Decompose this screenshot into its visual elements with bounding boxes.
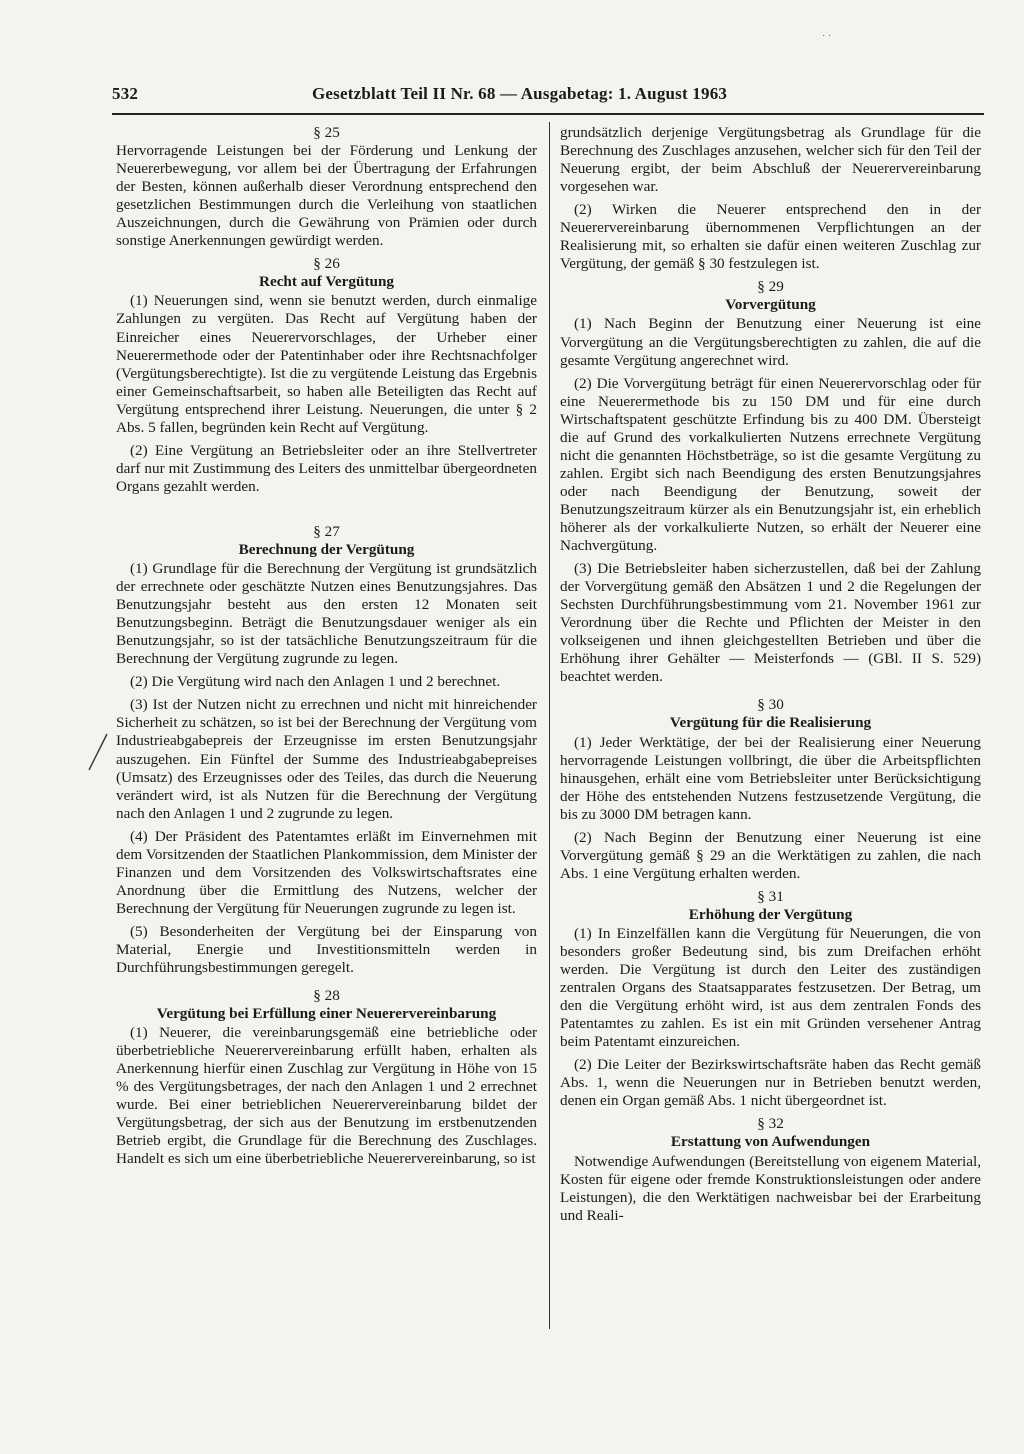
section-heading-28: Vergütung bei Erfüllung einer Neuerervereinbarung bbox=[156, 1005, 497, 1023]
right-column bbox=[560, 124, 981, 1230]
section-heading-29: Vorvergütung bbox=[725, 296, 816, 314]
header-rule bbox=[112, 113, 984, 115]
paragraph: Hervorragende Leistungen bei der Förderung und Lenkung der Neuererbewegung, vor allem bei der Übertragung der Erfahrungen der Besten, können außerhalb dieser Verordnung entsprechend den gesetzlichen Bestimmungen durch die Verleihung von staatlichen Auszeichnungen, durch die Gewährung von Prämien oder durch sonstige Anerkennungen gewürdigt werden. bbox=[116, 142, 537, 250]
section-number-25: § 25 bbox=[313, 124, 340, 141]
left-column bbox=[116, 124, 537, 1174]
section-number-27: § 27 bbox=[313, 522, 340, 540]
paragraph: (5) Besonderheiten der Vergütung bei der Einsparung von Material, Energie und Investitionsmitteln werden in Durchführungsbestimmungen geregelt. bbox=[116, 922, 537, 977]
column-divider bbox=[549, 122, 550, 1329]
paragraph: (2) Die Vorvergütung beträgt für einen Neuerervorschlag oder für eine Neuerermethode bis zu 150 DM und für eine durch Wirtschaftspatent geschützte Erfindung bis zu 400 DM. Übersteigt die auf Grund des vorkalkulierten Nutzens errechnete Vergütung nicht die genannten Höchstbeträge, so ist die gesamte Vergütung zu zahlen. Ergibt sich nach Beendigung des ersten Benutzungsjahres oder nach Beendigung der Benutzung, soweit der Benutzungszeitraum kürzer als ein Benutzungsjahr ist, ein erheblich höherer als der vorkalkulierte Nutzen, so erhält der Neuerer eine Nachvergütung. bbox=[560, 374, 981, 555]
paragraph: (3) Ist der Nutzen nicht zu errechnen und nicht mit hinreichender Sicherheit zu schätzen, so ist bei der Berechnung der Vergütung vom Industrieabgabepreis der Erzeugnisse im ersten Benutzungsjahr auszugehen. Ein Fünftel der Summe des Industrieabgabepreises (Umsatz) des Erzeugnisses oder des Teiles, das durch die Neuerung verändert wird, ist als Nutzen für die Berechnung der Vergütung nach den Anlagen 1 und 2 zugrunde zu legen. bbox=[116, 696, 537, 822]
paragraph-continued: grundsätzlich derjenige Vergütungsbetrag als Grundlage für die Berechnung des Zuschlages anzusehen, welcher sich für den Teil der Neuerung ergibt, der beim Abschluß der Neuerervereinbarung vorgesehen war. bbox=[560, 124, 981, 196]
paragraph: (2) Nach Beginn der Benutzung einer Neuerung ist eine Vorvergütung gemäß § 29 an die Werktätigen zu zahlen, die nach Abs. 1 eine Vergütung erhalten werden. bbox=[560, 828, 981, 882]
section-heading-31: Erhöhung der Vergütung bbox=[688, 905, 853, 923]
paragraph: (1) Neuerungen sind, wenn sie benutzt werden, durch einmalige Zahlungen zu vergüten. Das Recht auf Vergütung haben der Einreicher eines Neuerervorschlages, der Urheber einer Neuerermethode oder der Patentinhaber oder ihre Rechtsnachfolger (Vergütungsberechtigte). Ist die zu vergütende Leistung das Ergebnis einer Gemeinschaftsarbeit, so haben alle Beteiligten das Recht auf Vergütung entsprechend ihrer Leistung. Neuerungen, die unter § 2 Abs. 5 fallen, begründen kein Recht auf Vergütung. bbox=[116, 292, 537, 436]
section-number-30: § 30 bbox=[757, 696, 784, 714]
paragraph: (4) Der Präsident des Patentamtes erläßt im Einvernehmen mit dem Vorsitzenden der Staatlichen Plankommission, dem Minister der Finanzen und dem Vorsitzenden des Volkswirtschaftsrates eine Anordnung über die Ermittlung des Nutzens, welcher der Berechnung der Vergütung für Neuerungen zugrunde zu legen ist. bbox=[116, 827, 537, 917]
paragraph: (1) Grundlage für die Berechnung der Vergütung ist grundsätzlich der errechnete oder geschätzte Nutzen eines Benutzungsjahres. Das Benutzungsjahr besteht aus den ersten 12 Monaten seit Benutzungsbeginn. Beträgt die Benutzungsdauer weniger als ein Benutzungsjahr, so ist der tatsächliche Benutzungszeitraum für die Berechnung der Vergütung zugrunde zu legen. bbox=[116, 560, 537, 668]
section-number-31: § 31 bbox=[757, 887, 784, 905]
paragraph: (2) Die Vergütung wird nach den Anlagen 1 und 2 berechnet. bbox=[130, 673, 501, 691]
paragraph: (2) Die Leiter der Bezirkswirtschaftsräte haben das Recht gemäß Abs. 1, wenn die Neuerungen nur in Betrieben benutzt werden, denen ein Organ gemäß Abs. 1 nicht übergeordnet ist. bbox=[560, 1056, 981, 1110]
section-heading-30: Vergütung für die Realisierung bbox=[669, 714, 872, 732]
paragraph: (3) Die Betriebsleiter haben sicherzustellen, daß bei der Zahlung der Vorvergütung gemäß den Absätzen 1 und 2 die Regelungen der Sechsten Durchführungsbestimmung vom 21. November 1961 zur Verordnung über die Rechte und Pflichten der Meister in den volkseigenen und ihnen gleichgestellten Betrieben und über die Erhöhung ihrer Gehälter — Meisterfonds — (GBl. II S. 529) beachtet werden. bbox=[560, 560, 981, 686]
section-number-29: § 29 bbox=[757, 278, 784, 296]
paragraph: (1) Jeder Werktätige, der bei der Realisierung einer Neuerung hervorragende Leistungen vollbringt, die über die Arbeitspflichten hinausgehen, erhält eine vom Betriebsleiter unter Berücksichtigung der Höhe des entstehenden Nutzens festzusetzende Vergütung, die bis zu 3000 DM betragen kann. bbox=[560, 733, 981, 823]
scan-speck-icon: ˙ ˙ bbox=[822, 34, 832, 45]
section-heading-27: Berechnung der Vergütung bbox=[238, 540, 415, 558]
paragraph: (1) Nach Beginn der Benutzung einer Neuerung ist eine Vorvergütung an die Vergütungsberechtigten zu zahlen, die auf die gesamte Vergütung angerechnet wird. bbox=[560, 315, 981, 369]
paragraph: (1) In Einzelfällen kann die Vergütung für Neuerungen, die von besonders großer Bedeutung sind, bis zum Dreifachen erhöht werden. Die Vergütung ist durch den Leiter des zuständigen zentralen Organs des Staatsapparates festzusetzen. Der Betrag, um den die Vergütung erhöht wird, ist aus dem zentralen Fonds des Patentamtes zu zahlen. Es ist ein mit Gründen versehener Antrag beim Patentamt einzureichen. bbox=[560, 924, 981, 1051]
section-number-32: § 32 bbox=[757, 1115, 784, 1133]
paragraph: (2) Eine Vergütung an Betriebsleiter oder an ihre Stellvertreter darf nur mit Zustimmung des Leiters des unmittelbar übergeordneten Organs gezahlt werden. bbox=[116, 441, 537, 495]
page-number: 532 bbox=[112, 84, 139, 103]
paragraph: Notwendige Aufwendungen (Bereitstellung von eigenem Material, Kosten für eigene oder fremde Konstruktionsleistungen oder andere Leistungen), die den Werktätigen nachweisbar bei der Erarbeitung und Reali- bbox=[560, 1152, 981, 1224]
section-heading-32: Erstattung von Aufwendungen bbox=[670, 1133, 871, 1151]
section-number-26: § 26 bbox=[313, 255, 340, 273]
section-number-28: § 28 bbox=[313, 987, 340, 1005]
paragraph: (1) Neuerer, die vereinbarungsgemäß eine betriebliche oder überbetriebliche Neuerervereinbarung erfüllt haben, erhalten als Anerkennung hierfür einen Zuschlag zur Vergütung in Höhe von 15 % des Vergütungsbetrages, der nach den Anlagen 1 und 2 errechnet wurde. Bei einer betrieblichen Neuerervereinbarung bildet der Vergütungsbetrag, der sich aus der Benutzung im erstbenutzenden Betrieb ergibt, die Grundlage für die Berechnung des Zuschlages. Handelt es sich um eine überbetriebliche Neuerervereinbarung, so ist bbox=[116, 1024, 537, 1168]
running-title: Gesetzblatt Teil II Nr. 68 — Ausgabetag: 1. August 1963 bbox=[312, 84, 728, 103]
section-heading-26: Recht auf Vergütung bbox=[258, 273, 394, 291]
paragraph: (2) Wirken die Neuerer entsprechend den in der Neuerervereinbarung übernommenen Verpflichtungen an der Realisierung mit, so erhalten sie dafür einen weiteren Zuschlag zur Vergütung, der gemäß § 30 festzulegen ist. bbox=[560, 201, 981, 273]
pencil-mark-icon bbox=[86, 732, 110, 772]
